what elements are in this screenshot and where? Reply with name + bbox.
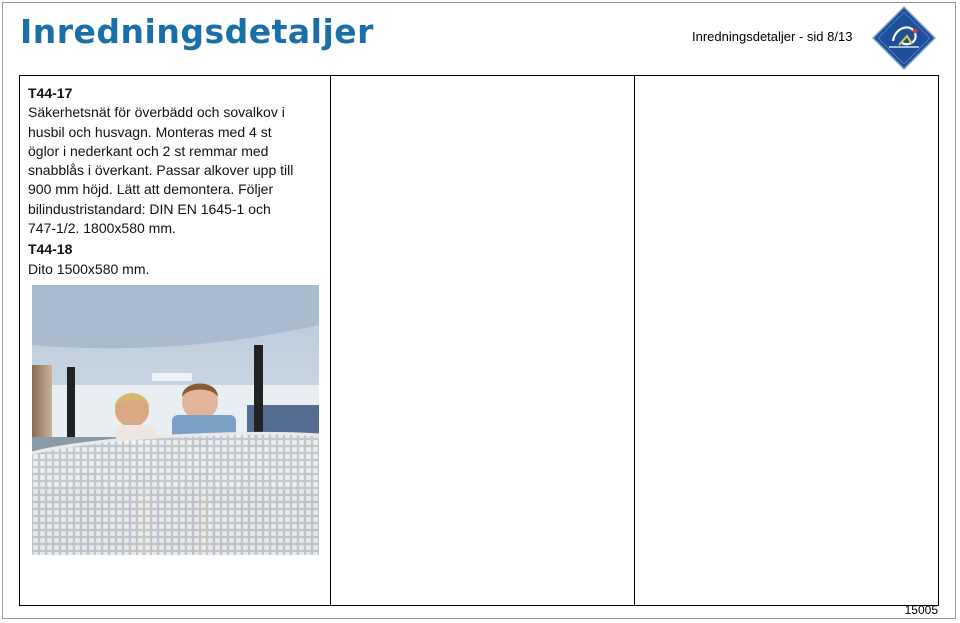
product-grid — [19, 75, 939, 606]
product-description-line: 747-1/2. 1800x580 mm. — [28, 220, 176, 237]
product-description-line: husbil och husvagn. Monteras med 4 st — [28, 123, 272, 140]
page-number-label: Inredningsdetaljer - sid 8/13 — [692, 29, 853, 44]
product-code: T44-17 — [28, 85, 73, 101]
product-description-line: 900 mm höjd. Lätt att demontera. Följer — [28, 181, 274, 198]
product-description-line: bilindustristandard: DIN EN 1645-1 och — [28, 200, 271, 217]
footer-code: 15005 — [904, 603, 938, 617]
product-description-line: snabblås i överkant. Passar alkover upp till — [28, 162, 294, 179]
product-description-line: Säkerhetsnät för överbädd och sovalkov i — [28, 104, 285, 121]
product-cell — [28, 84, 328, 279]
column-divider — [330, 76, 331, 605]
product-code: T44-18 — [28, 241, 73, 258]
page-title: Inredningsdetaljer — [20, 12, 374, 51]
product-description-line: öglor i nederkant och 2 st remmar med — [28, 142, 269, 159]
product-photo — [32, 285, 319, 555]
column-divider — [634, 76, 635, 605]
product-description-line: Dito 1500x580 mm. — [28, 260, 150, 277]
brand-logo — [871, 5, 937, 71]
